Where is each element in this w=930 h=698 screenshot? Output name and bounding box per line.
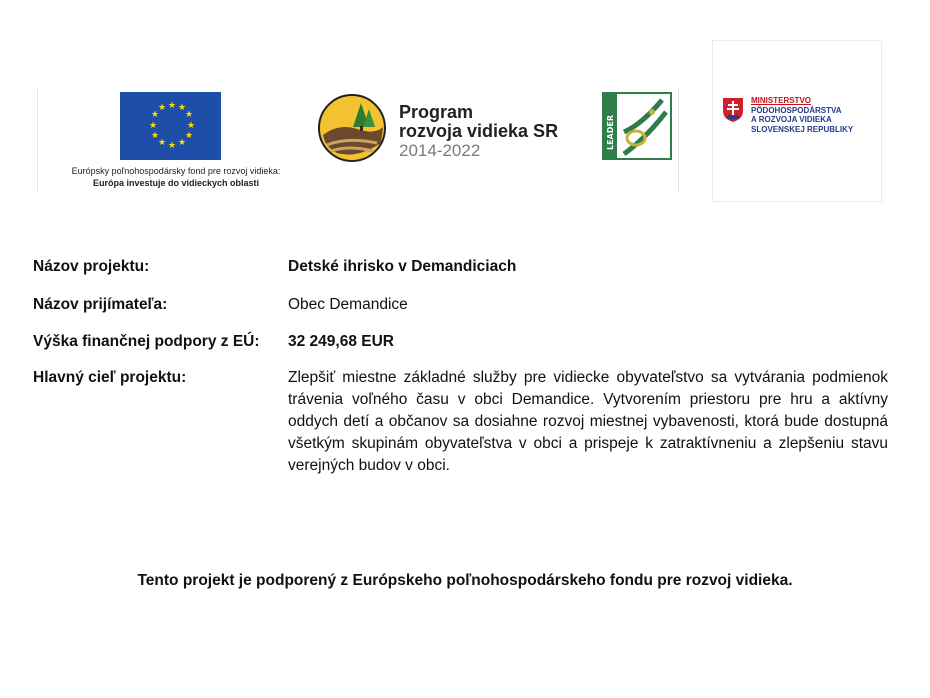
svg-text:★: ★ — [168, 101, 177, 111]
ministry-line1: MINISTERSTVO — [751, 96, 812, 105]
svg-text:★: ★ — [178, 103, 187, 113]
ministry-line3: A ROZVOJA VIDIEKA — [751, 115, 832, 124]
program-title-line1: Program — [399, 102, 474, 122]
program-years: 2014-2022 — [399, 141, 481, 160]
recipient-value: Obec Demandice — [288, 296, 408, 313]
program-logo — [317, 93, 387, 163]
svg-text:★: ★ — [149, 121, 158, 131]
support-label: Výška finančnej podpory z EÚ: — [33, 333, 260, 350]
ministry-line2: PÔDOHOSPODÁRSTVA — [751, 105, 842, 115]
project-name-label: Názov projektu: — [33, 258, 150, 275]
recipient-label: Názov prijímateľa: — [33, 296, 168, 313]
svg-text:★: ★ — [178, 138, 187, 148]
leader-logo — [602, 92, 672, 160]
svg-text:★: ★ — [185, 110, 194, 120]
project-name-value: Detské ihrisko v Demandiciach — [288, 258, 517, 275]
slovak-coat-of-arms-icon — [722, 97, 744, 123]
footer-note: Tento projekt je podporený z Európskeho poľnohospodárskeho fondu pre rozvoj vidieka. — [137, 572, 793, 589]
eu-caption-line1: Európsky poľnohospodársky fond pre rozvoj vidieka: — [71, 166, 281, 176]
leader-text: LEADER — [606, 114, 615, 150]
eu-flag-logo — [120, 92, 221, 160]
goal-label: Hlavný cieľ projektu: — [33, 369, 187, 386]
svg-text:★: ★ — [187, 121, 196, 131]
svg-text:★: ★ — [158, 103, 167, 113]
svg-text:★: ★ — [168, 141, 177, 151]
eu-caption-line2: Európa investuje do vidieckych oblastí — [92, 178, 260, 188]
program-title-line2: rozvoja vidieka SR — [399, 121, 559, 141]
svg-text:★: ★ — [185, 131, 194, 141]
svg-text:★: ★ — [158, 138, 167, 148]
svg-text:★: ★ — [151, 110, 160, 120]
support-value: 32 249,68 EUR — [288, 333, 394, 350]
goal-value: Zlepšiť miestne základné služby pre vidiecke obyvateľstvo sa vytvárania podmienok trávenia voľného času v obci Demandice. Vytvorením priestoru pre hru a aktívny oddych detí a občanov sa dosiahne rozvoj miestnej vybavenosti, ktorá bude dostupná všetkým skupinám obyvateľstva v obci a prispeje k zatraktívneniu a zlepšeniu stavu verejných budov v obci. — [288, 369, 888, 474]
eu-stars-icon — [120, 92, 221, 160]
ministry-line4: SLOVENSKEJ REPUBLIKY — [751, 124, 854, 134]
ministry-name — [751, 96, 853, 134]
svg-text:★: ★ — [151, 131, 160, 141]
